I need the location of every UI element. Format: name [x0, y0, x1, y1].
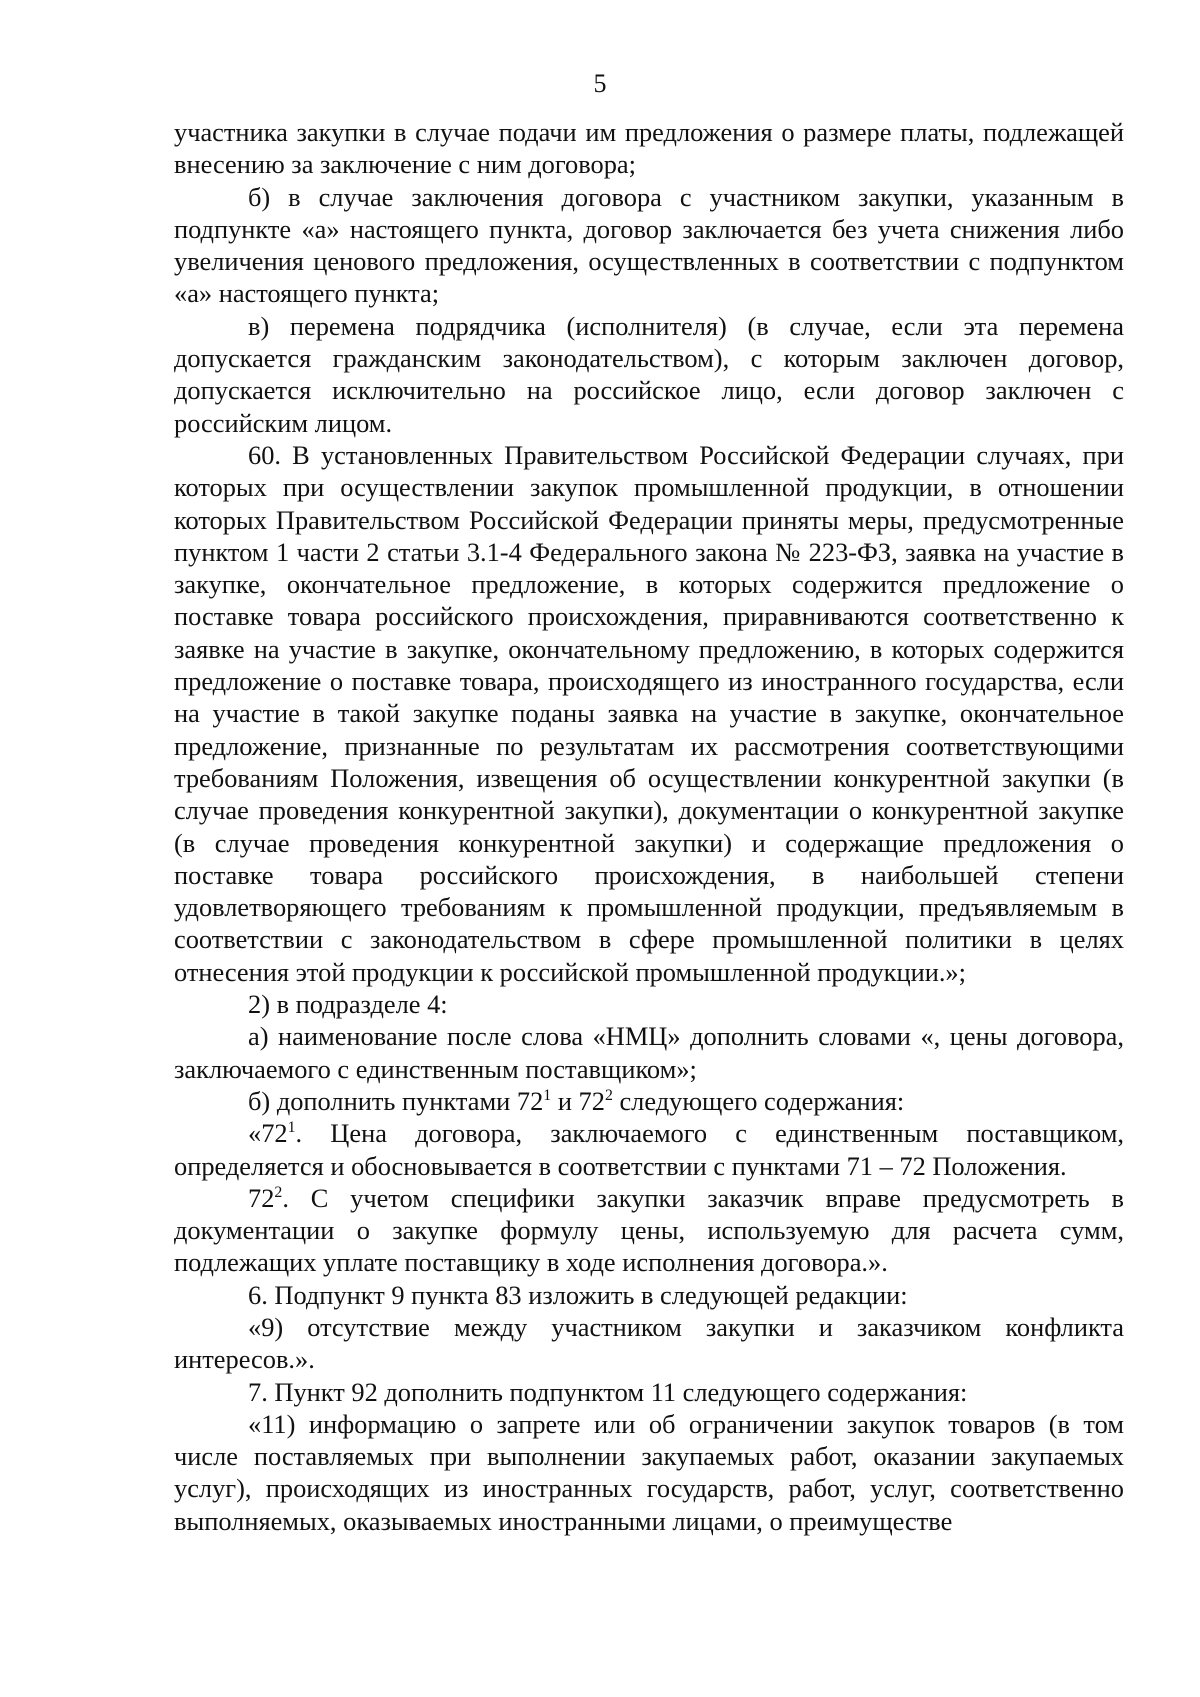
superscript: 2 [274, 1184, 283, 1201]
text-fragment: . С учетом специфики закупки заказчик вправе предусмотреть в документации о закупке формулу цены, используемую для расчета сумм, подлежащих уплате поставщику в ходе исполнения договора.». [174, 1182, 1124, 1278]
paragraph-add-items [174, 1085, 1124, 1117]
paragraph-item-72-1 [174, 1117, 1124, 1182]
paragraph-subitem-11: «11) информацию о запрете или об ограничении закупок товаров (в том числе поставляемых при выполнении закупаемых работ, оказании закупаемых услуг), происходящих из иностранных государств, работ, услуг, соответственно выполняемых, оказываемых иностранными лицами, о преимуществе [174, 1408, 1124, 1536]
superscript: 1 [543, 1087, 552, 1105]
paragraph-subitem-a: а) наименование после слова «НМЦ» дополнить словами «, цены договора, заключаемого с единственным поставщиком»; [174, 1021, 1124, 1084]
text-fragment: 72 [248, 1182, 275, 1213]
paragraph-item-72-2 [174, 1182, 1124, 1279]
paragraph-item-6: 6. Подпункт 9 пункта 83 изложить в следующей редакции: [248, 1279, 908, 1310]
document-body [174, 116, 1124, 1537]
paragraph-subitem-v: в) перемена подрядчика (исполнителя) (в случае, если эта перемена допускается гражданским законодательством), с которым заключен договор, допускается исключительно на российское лицо, если договор заключен с российским лицом. [174, 310, 1124, 438]
text-fragment: и 72 [551, 1085, 605, 1116]
paragraph-item-60: 60. В установленных Правительством Российской Федерации случаях, при которых при осуществлении закупок промышленной продукции, в отношении которых Правительством Российской Федерации приняты меры, предусмотренные пунктом 1 части 2 статьи 3.1-4 Федерального закона № 223-ФЗ, заявка на участие в закупке, окончательное предложение, в которых содержится предложение о поставке товара российского происхождения, приравниваются соответственно к заявке на участие в закупке, окончательному предложению, в которых содержится предложение о поставке товара, происходящего из иностранного государства, если на участие в такой закупке поданы заявка на участие в закупке, окончательное предложение, признанные по результатам их рассмотрения соответствующими требованиям Положения, извещения об осуществлении конкурентной закупки (в случае проведения конкурентной закупки), документации о конкурентной закупке (в случае проведения конкурентной закупки) и содержащие предложения о поставке товара российского происхождения, в наибольшей степени удовлетворяющего требованиям к промышленной продукции, предъявляемым в соответствии с законодательством в сфере промышленной политики в целях отнесения этой продукции к российской промышленной продукции.»; [174, 439, 1124, 987]
text-fragment: следующего содержания: [612, 1085, 905, 1116]
paragraph-subitem-9: «9) отсутствие между участником закупки и заказчиком конфликта интересов.». [174, 1311, 1124, 1375]
paragraph-subitem-b: б) в случае заключения договора с участником закупки, указанным в подпункте «а» настоящего пункта, договор заключается без учета снижения либо увеличения ценового предложения, осуществленных в соответствии с подпунктом «а» настоящего пункта; [174, 181, 1124, 309]
superscript: 1 [287, 1119, 296, 1137]
text-fragment: б) дополнить пунктами 72 [248, 1085, 544, 1116]
text-fragment: . Цена договора, заключаемого с единственным поставщиком, определяется и обосновывается в соответствии с пунктами 71 – 72 Положения. [174, 1118, 1124, 1181]
paragraph-subsection-4: 2) в подразделе 4: [248, 989, 448, 1020]
superscript: 2 [604, 1087, 613, 1105]
text-fragment: «72 [248, 1118, 288, 1149]
page-number: 5 [593, 69, 607, 98]
paragraph-item-7: 7. Пункт 92 дополнить подпунктом 11 следующего содержания: [248, 1376, 968, 1407]
paragraph-continuation: участника закупки в случае подачи им предложения о размере платы, подлежащей внесению за заключение с ним договора; [174, 117, 1124, 180]
